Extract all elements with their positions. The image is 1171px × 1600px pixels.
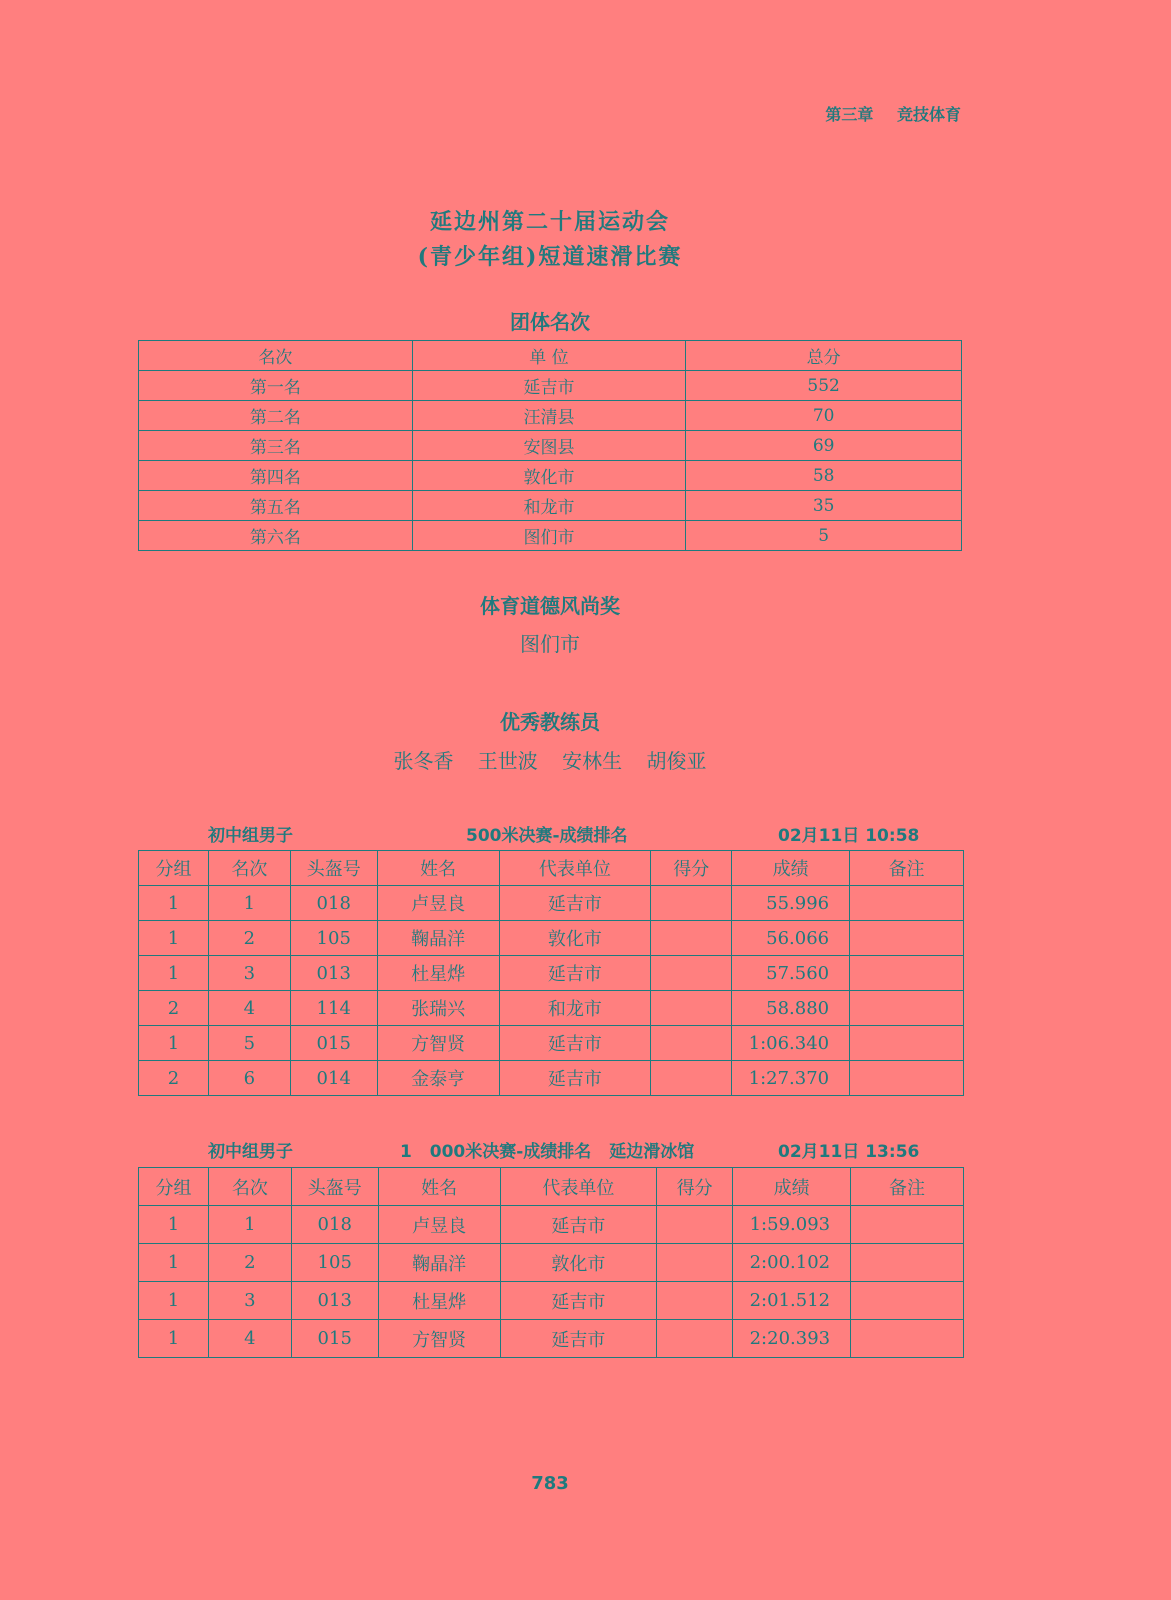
table-row [139, 886, 964, 921]
table-row [139, 1320, 964, 1358]
table-row [139, 991, 964, 1026]
table-cell: 015 [291, 1320, 378, 1358]
column-header: 总分 [686, 341, 962, 371]
table-cell: 2 [208, 1244, 291, 1282]
table-cell [657, 1320, 733, 1358]
table-cell: 70 [686, 401, 962, 431]
table-cell [651, 991, 732, 1026]
table-cell: 58.880 [732, 991, 850, 1026]
table-cell [651, 1026, 732, 1061]
table-cell: 014 [290, 1061, 377, 1096]
column-header: 成绩 [733, 1168, 851, 1206]
table-cell [851, 1244, 964, 1282]
table-row [139, 1282, 964, 1320]
table-row [139, 371, 962, 401]
sportsmanship-heading: 体育道德风尚奖 [480, 594, 620, 618]
table-cell [851, 1206, 964, 1244]
table-cell [850, 886, 964, 921]
r1-event: 500米决赛-成绩排名 [466, 826, 628, 846]
table-cell: 1 [139, 1282, 209, 1320]
column-header: 得分 [651, 851, 732, 886]
table-cell [651, 1061, 732, 1096]
table-cell: 2 [139, 1061, 209, 1096]
table-cell [657, 1282, 733, 1320]
r1-group: 初中组男子 [208, 826, 293, 846]
table-cell: 延吉市 [499, 886, 651, 921]
table-cell: 018 [290, 886, 377, 921]
table-cell: 安图县 [412, 431, 686, 461]
table-cell: 6 [208, 1061, 290, 1096]
column-header: 名次 [139, 341, 413, 371]
table-cell: 第五名 [139, 491, 413, 521]
table-cell: 鞠晶洋 [377, 921, 499, 956]
column-header: 得分 [657, 1168, 733, 1206]
r2-group: 初中组男子 [208, 1142, 293, 1162]
table-cell: 第一名 [139, 371, 413, 401]
team-header-row [139, 341, 962, 371]
page-number: 783 [531, 1473, 569, 1494]
table-row [139, 1026, 964, 1061]
table-row [139, 401, 962, 431]
table-cell: 2:00.102 [733, 1244, 851, 1282]
table-row [139, 956, 964, 991]
table-cell: 敦化市 [500, 1244, 657, 1282]
column-header: 名次 [208, 1168, 291, 1206]
table-cell: 延吉市 [500, 1206, 657, 1244]
table-cell: 汪清县 [412, 401, 686, 431]
table-cell: 和龙市 [412, 491, 686, 521]
coaches-heading: 优秀教练员 [500, 710, 600, 734]
table-cell: 方智贤 [377, 1026, 499, 1061]
table-cell: 延吉市 [499, 956, 651, 991]
table-cell: 1 [139, 956, 209, 991]
results-table-500m [138, 850, 964, 1096]
table-cell: 015 [290, 1026, 377, 1061]
table-cell [850, 1061, 964, 1096]
table-cell: 2 [139, 991, 209, 1026]
table-cell [651, 956, 732, 991]
table-cell: 114 [290, 991, 377, 1026]
table-cell [851, 1320, 964, 1358]
table-cell [850, 991, 964, 1026]
column-header: 单 位 [412, 341, 686, 371]
table-cell [851, 1282, 964, 1320]
column-header: 备注 [850, 851, 964, 886]
table-cell: 55.996 [732, 886, 850, 921]
table-cell: 57.560 [732, 956, 850, 991]
table-row [139, 1244, 964, 1282]
column-header: 备注 [851, 1168, 964, 1206]
team-ranking-heading: 团体名次 [510, 310, 590, 334]
table-cell: 3 [208, 956, 290, 991]
r2-event: 1 000米决赛-成绩排名 延边滑冰馆 [400, 1142, 695, 1162]
table-cell: 杜星烨 [378, 1282, 500, 1320]
column-header: 姓名 [378, 1168, 500, 1206]
table-cell: 2:01.512 [733, 1282, 851, 1320]
table-cell: 013 [290, 956, 377, 991]
table-cell [651, 921, 732, 956]
table-cell: 5 [208, 1026, 290, 1061]
table-cell: 1 [139, 1206, 209, 1244]
table-cell: 552 [686, 371, 962, 401]
table-cell: 35 [686, 491, 962, 521]
table-cell: 第二名 [139, 401, 413, 431]
table-cell: 延吉市 [499, 1061, 651, 1096]
r1-datetime: 02月11日 10:58 [778, 826, 920, 846]
table-cell: 敦化市 [412, 461, 686, 491]
table-cell: 105 [290, 921, 377, 956]
column-header: 代表单位 [499, 851, 651, 886]
table-cell: 延吉市 [500, 1320, 657, 1358]
column-header: 代表单位 [500, 1168, 657, 1206]
table-cell: 金泰亨 [377, 1061, 499, 1096]
table-cell: 杜星烨 [377, 956, 499, 991]
table-cell: 和龙市 [499, 991, 651, 1026]
results-header-row [139, 1168, 964, 1206]
table-cell: 013 [291, 1282, 378, 1320]
table-cell [657, 1244, 733, 1282]
coaches-value: 张冬香 王世波 安林生 胡俊亚 [393, 749, 707, 773]
table-row [139, 431, 962, 461]
sportsmanship-value: 图们市 [520, 632, 580, 656]
title-line-2: (青少年组)短道速滑比赛 [417, 244, 683, 270]
table-cell: 敦化市 [499, 921, 651, 956]
table-cell: 1 [139, 1244, 209, 1282]
table-row [139, 461, 962, 491]
table-cell: 5 [686, 521, 962, 551]
table-cell: 1 [139, 921, 209, 956]
table-row [139, 1061, 964, 1096]
table-cell: 3 [208, 1282, 291, 1320]
table-cell: 图们市 [412, 521, 686, 551]
table-cell: 4 [208, 991, 290, 1026]
table-cell: 2 [208, 921, 290, 956]
table-cell: 018 [291, 1206, 378, 1244]
table-cell: 69 [686, 431, 962, 461]
table-cell: 延吉市 [412, 371, 686, 401]
results-table-1000m [138, 1167, 964, 1358]
table-cell [850, 1026, 964, 1061]
table-cell: 56.066 [732, 921, 850, 956]
table-cell: 1 [139, 1320, 209, 1358]
table-cell: 方智贤 [378, 1320, 500, 1358]
table-row [139, 1206, 964, 1244]
table-cell [657, 1206, 733, 1244]
table-cell: 1 [208, 886, 290, 921]
title-line-1: 延边州第二十届运动会 [429, 209, 670, 235]
column-header: 头盔号 [290, 851, 377, 886]
table-row [139, 921, 964, 956]
column-header: 分组 [139, 851, 209, 886]
table-cell [850, 956, 964, 991]
results-header-row [139, 851, 964, 886]
table-cell: 2:20.393 [733, 1320, 851, 1358]
table-cell: 1 [139, 1026, 209, 1061]
table-cell: 卢昱良 [378, 1206, 500, 1244]
table-cell: 1:27.370 [732, 1061, 850, 1096]
table-cell: 58 [686, 461, 962, 491]
table-cell: 4 [208, 1320, 291, 1358]
table-cell: 第六名 [139, 521, 413, 551]
column-header: 分组 [139, 1168, 209, 1206]
table-cell: 张瑞兴 [377, 991, 499, 1026]
column-header: 成绩 [732, 851, 850, 886]
column-header: 姓名 [377, 851, 499, 886]
table-cell: 鞠晶洋 [378, 1244, 500, 1282]
table-row [139, 491, 962, 521]
table-cell: 1:59.093 [733, 1206, 851, 1244]
column-header: 名次 [208, 851, 290, 886]
r2-datetime: 02月11日 13:56 [778, 1142, 920, 1162]
running-header: 第三章 竞技体育 [825, 105, 961, 124]
table-cell: 1 [139, 886, 209, 921]
table-cell: 延吉市 [499, 1026, 651, 1061]
table-cell: 1:06.340 [732, 1026, 850, 1061]
table-cell: 1 [208, 1206, 291, 1244]
table-cell [850, 921, 964, 956]
table-row [139, 521, 962, 551]
table-cell: 第三名 [139, 431, 413, 461]
table-cell [651, 886, 732, 921]
table-cell: 延吉市 [500, 1282, 657, 1320]
table-cell: 第四名 [139, 461, 413, 491]
table-cell: 105 [291, 1244, 378, 1282]
team-ranking-table [138, 340, 962, 551]
table-cell: 卢昱良 [377, 886, 499, 921]
column-header: 头盔号 [291, 1168, 378, 1206]
